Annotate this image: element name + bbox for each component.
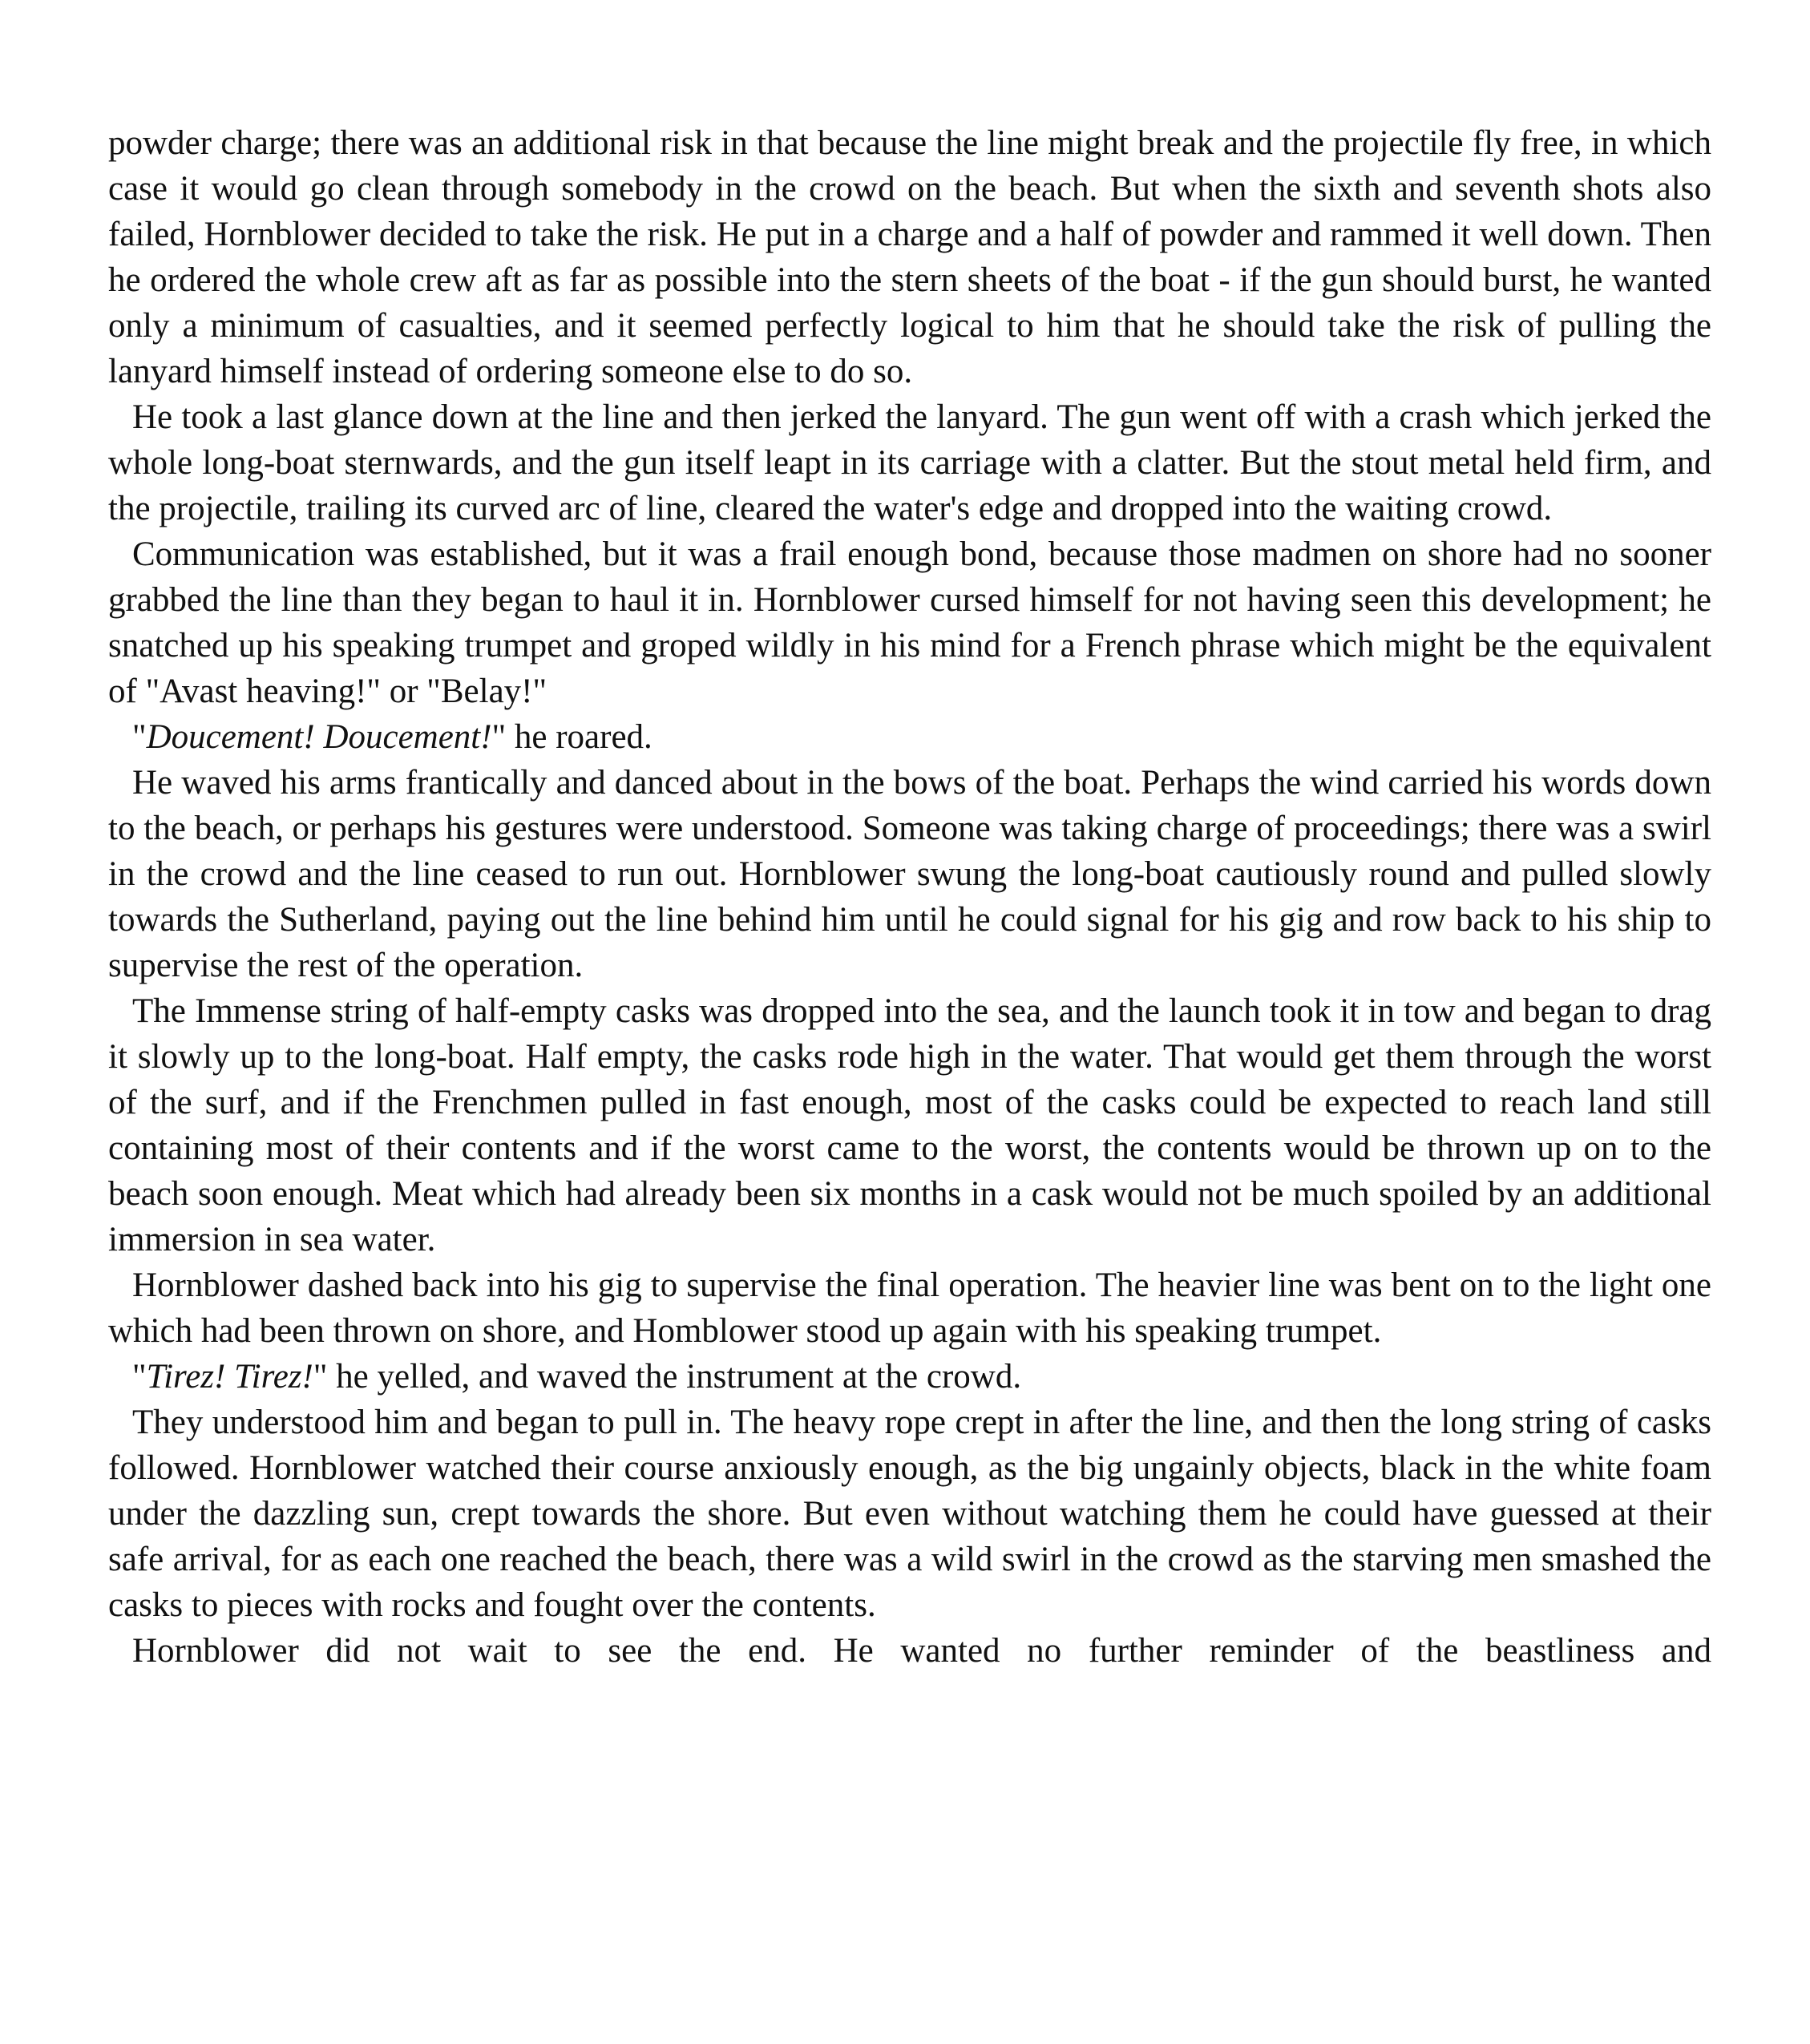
- dialogue-tag: he yelled, and waved the instrument at the crowd.: [327, 1358, 1022, 1396]
- quote-close: ": [313, 1358, 328, 1396]
- paragraph-powder-charge: powder charge; there was an additional risk in that because the line might break and the projectile fly free, in which case it would go clean through somebody in the crowd on the beach. But when the sixth and seventh shots also failed, Hornblower decided to take the risk. He put in a charge and a half of powder and rammed it well down. Then he ordered the whole crew aft as far as possible into the stern sheets of the boat - if the gun should burst, he wanted only a minimum of casualties, and it seemed perfectly logical to him that he should take the risk of pulling the lanyard himself instead of ordering someone else to do so.: [108, 124, 1711, 390]
- quote-open: ": [132, 1358, 147, 1396]
- italic-phrase: Doucement! Doucement!: [146, 718, 492, 756]
- paragraph-jerked-lanyard: He took a last glance down at the line and then jerked the lanyard. The gun went off with a crash which jerked the whole long-boat sternwards, and the gun itself leapt in its carriage with a clatter. But the stout metal held firm, and the projectile, trailing its curved arc of line, cleared the water's edge and dropped into the waiting crowd.: [108, 398, 1711, 527]
- paragraph-communication: Communication was established, but it was a frail enough bond, because those madmen on shore had no sooner grabbed the line than they began to haul it in. Hornblower cursed himself for not having seen this development; he snatched up his speaking trumpet and groped wildly in his mind for a French phrase which might be the equivalent of "Avast heaving!" or "Belay!": [108, 535, 1711, 710]
- paragraph-did-not-wait: Hornblower did not wait to see the end. He wanted no further reminder of the beastliness and: [132, 1632, 1711, 1670]
- italic-phrase: Tirez! Tirez!: [146, 1358, 313, 1396]
- paragraph-doucement: [108, 714, 1711, 760]
- dialogue-tag: he roared.: [506, 718, 652, 756]
- paragraph-gig: Hornblower dashed back into his gig to supervise the final operation. The heavier line was bent on to the light one which had been thrown on shore, and Homblower stood up again with his speaking trumpet.: [108, 1266, 1711, 1350]
- paragraph-tirez: [108, 1354, 1711, 1400]
- paragraph-casks-string: The Immense string of half-empty casks was dropped into the sea, and the launch took it in tow and began to drag it slowly up to the long-boat. Half empty, the casks rode high in the water. That would get them through the worst of the surf, and if the Frenchmen pulled in fast enough, most of the casks could be expected to reach land still containing most of their contents and if the worst came to the worst, the contents would be thrown up on to the beach soon enough. Meat which had already been six months in a cask would not be much spoiled by an additional immersion in sea water.: [108, 992, 1711, 1258]
- quote-close: ": [491, 718, 507, 756]
- paragraph-waved-arms: He waved his arms frantically and danced about in the bows of the boat. Perhaps the wind carried his words down to the beach, or perhaps his gestures were understood. Someone was taking charge of proceedings; there was a swirl in the crowd and the line ceased to run out. Hornblower swung the long-boat cautiously round and pulled slowly towards the Sutherland, paying out the line behind him until he could signal for his gig and row back to his ship to supervise the rest of the operation.: [108, 764, 1711, 984]
- book-page: [108, 120, 1711, 1674]
- paragraph-pull-in: They understood him and began to pull in. The heavy rope crept in after the line, and then the long string of casks followed. Hornblower watched their course anxiously enough, as the big ungainly objects, black in the white foam under the dazzling sun, crept towards the shore. But even without watching them he could have guessed at their safe arrival, for as each one reached the beach, there was a wild swirl in the crowd as the starving men smashed the casks to pieces with rocks and fought over the contents.: [108, 1404, 1711, 1624]
- quote-open: ": [132, 718, 147, 756]
